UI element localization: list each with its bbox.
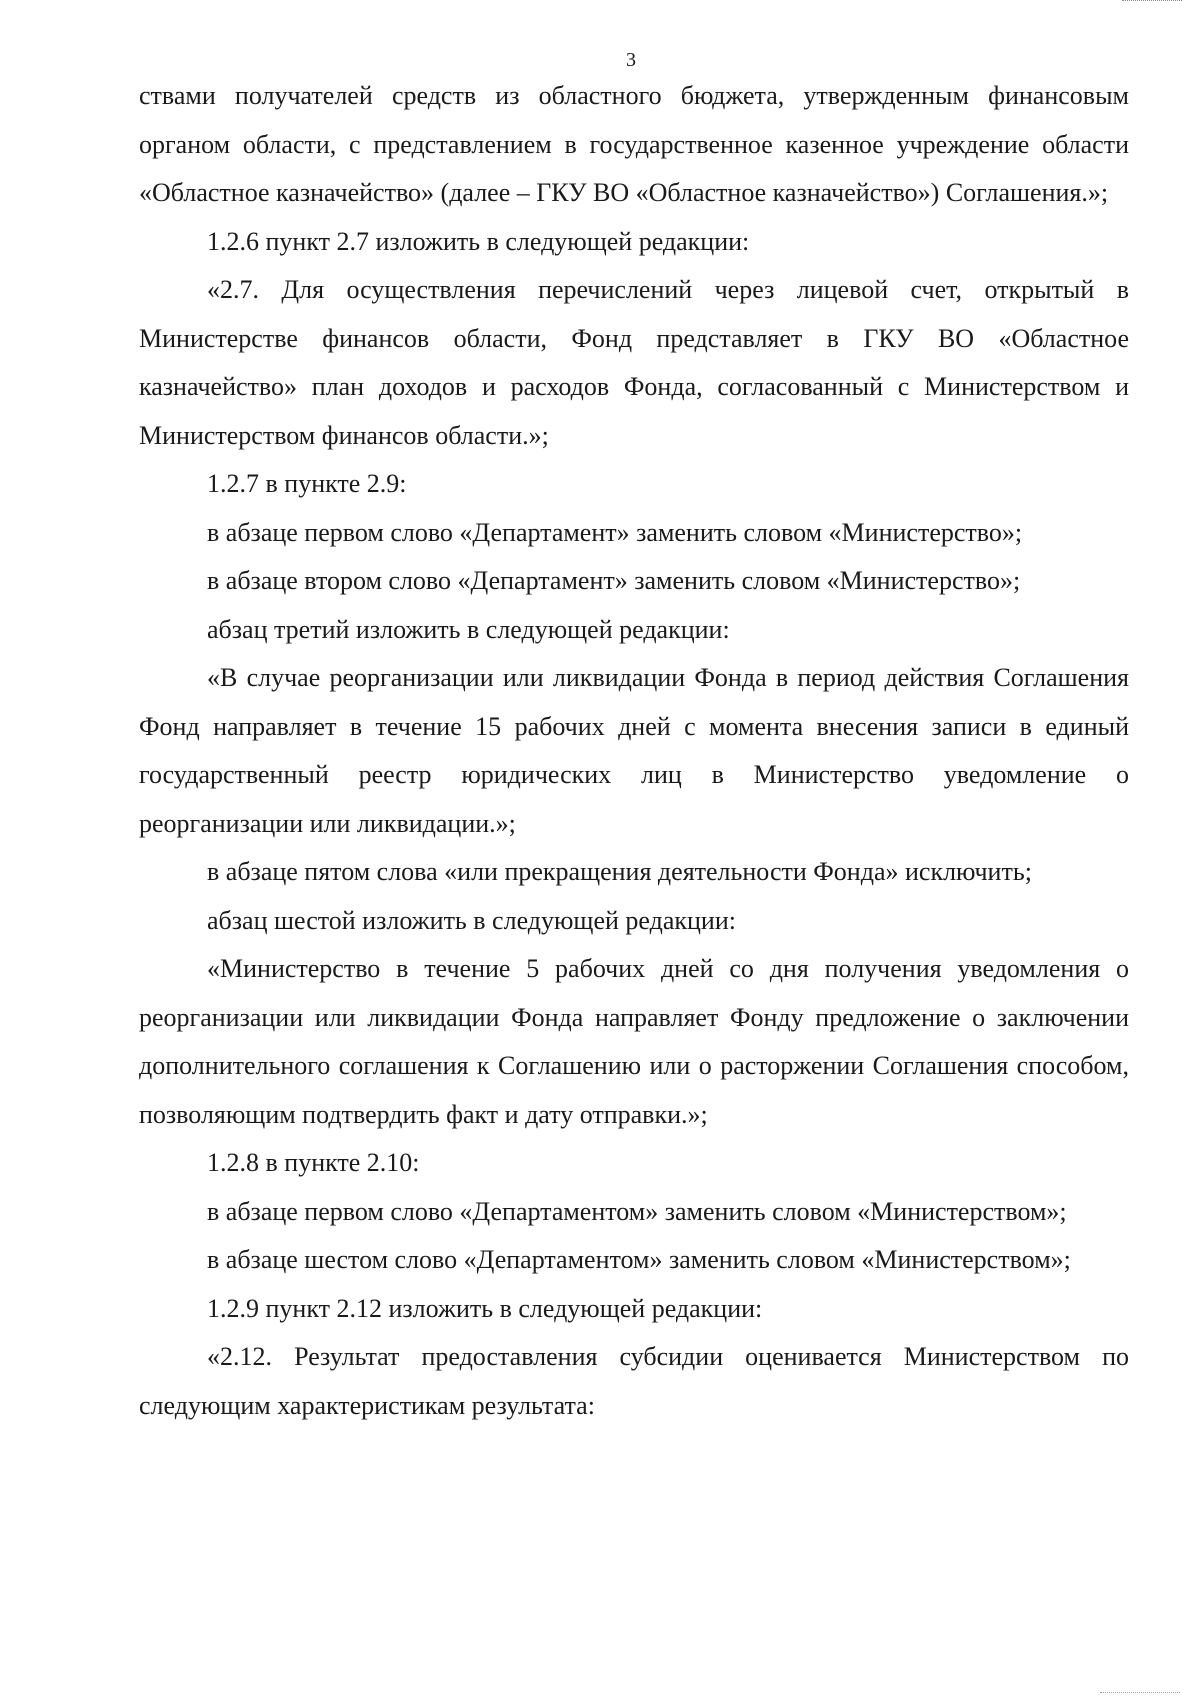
paragraph-item-1-2-8: 1.2.8 в пункте 2.10: <box>207 1148 420 1177</box>
paragraph-abzac-sixth: абзац шестой изложить в следующей редакции: <box>207 905 736 935</box>
paragraph-quote-2-7: «2.7. Для осуществления перечислений через лицевой счет, открытый в Министерстве финансов области, Фонд представляет в ГКУ ВО «Областное казначейство» план доходов и расходов Фонда, согласованный с Министерством и Министерством финансов области.»; <box>139 275 1129 450</box>
page-number: 3 <box>626 49 636 71</box>
paragraph-abzac-second: в абзаце втором слово «Департамент» заменить словом «Министерство»; <box>207 566 1021 595</box>
paragraph-quote-reorganization: «В случае реорганизации или ликвидации Фонда в период действия Соглашения Фонд направляет в течение 15 рабочих дней с момента внесения записи в единый государственный реестр юридических лиц в Министерство уведомление о реорганизации или ликвидации.»; <box>139 663 1129 838</box>
paragraph-continuation: ствами получателей средств из областного бюджета, утвержденным финансовым органом области, с представлением в государственное казенное учреждение области «Областное казначейство» (далее – ГКУ ВО «Областное казначейство») Соглашения.»; <box>139 81 1129 207</box>
document-body <box>139 72 1129 1430</box>
paragraph-item-1-2-6: 1.2.6 пункт 2.7 изложить в следующей редакции: <box>207 226 750 256</box>
scan-mark-bottom <box>1100 1692 1180 1695</box>
paragraph-abzac-first: в абзаце первом слово «Департамент» заменить словом «Министерство»; <box>207 517 1023 547</box>
paragraph-quote-ministry: «Министерство в течение 5 рабочих дней со дня получения уведомления о реорганизации или ликвидации Фонда направляет Фонду предложение о заключении дополнительного соглашения к Соглашению или о расторжении Соглашения способом, позволяющим подтвердить факт и дату отправки.»; <box>139 954 1129 1129</box>
paragraph-quote-2-12: «2.12. Результат предоставления субсидии оценивается Министерством по следующим характеристикам результата: <box>139 1342 1129 1420</box>
paragraph-item-1-2-9: 1.2.9 пункт 2.12 изложить в следующей редакции: <box>207 1293 763 1323</box>
paragraph-abzac-sixth-2-10: в абзаце шестом слово «Департаментом» заменить словом «Министерством»; <box>207 1245 1071 1274</box>
scan-mark-top <box>1122 0 1182 4</box>
paragraph-item-1-2-7: 1.2.7 в пункте 2.9: <box>207 469 407 498</box>
paragraph-abzac-third: абзац третий изложить в следующей редакции: <box>207 614 730 644</box>
paragraph-abzac-fifth: в абзаце пятом слова «или прекращения деятельности Фонда» исключить; <box>207 857 1032 886</box>
paragraph-abzac-first-2-10: в абзаце первом слово «Департаментом» заменить словом «Министерством»; <box>207 1196 1067 1226</box>
